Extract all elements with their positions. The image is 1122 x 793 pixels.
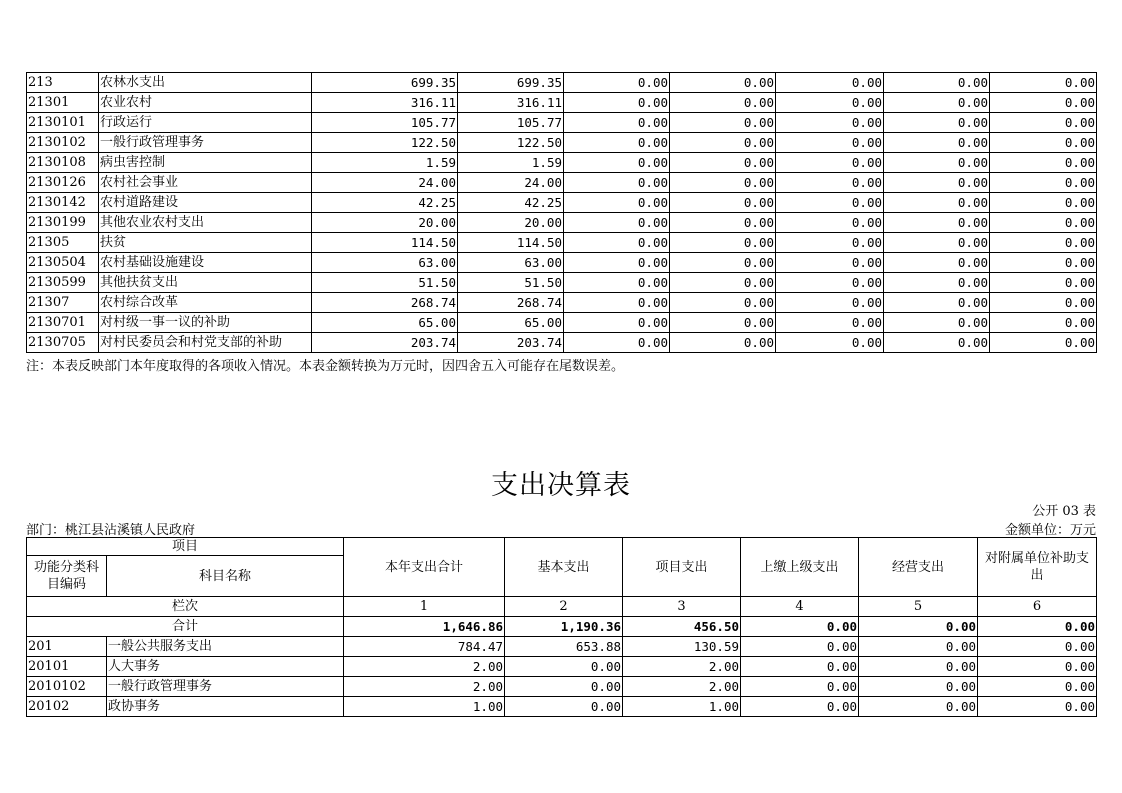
amount-cell: 0.00 [564,313,670,333]
amount-cell: 0.00 [564,93,670,113]
amount-cell: 0.00 [564,153,670,173]
amount-cell: 0.00 [776,93,884,113]
table-row [27,93,1097,113]
amount-cell: 105.77 [458,113,564,133]
table-row [27,173,1097,193]
amount-cell: 0.00 [564,333,670,353]
table-row [27,697,1097,717]
amount-cell: 42.25 [458,193,564,213]
table-row [27,233,1097,253]
column-index-number: 1 [344,597,505,617]
amount-cell: 203.74 [458,333,564,353]
amount-cell: 0.00 [670,333,776,353]
amount-cell: 699.35 [312,73,458,93]
subject-code: 2130108 [27,153,99,173]
column-header-basic: 基本支出 [505,538,623,597]
column-header-remit-superior: 上缴上级支出 [741,538,859,597]
amount-cell: 0.00 [884,73,990,93]
amount-cell: 0.00 [564,233,670,253]
amount-cell: 0.00 [884,253,990,273]
subject-code: 2130504 [27,253,99,273]
column-header-total: 本年支出合计 [344,538,505,597]
column-index-number: 4 [741,597,859,617]
amount-cell: 63.00 [312,253,458,273]
subject-code: 20102 [27,697,107,717]
subject-name: 政协事务 [107,697,344,717]
item-header: 项目 [27,538,344,556]
amount-cell: 130.59 [623,637,741,657]
amount-cell: 784.47 [344,637,505,657]
amount-cell: 122.50 [458,133,564,153]
table-row [27,193,1097,213]
subject-code: 2130705 [27,333,99,353]
amount-cell: 0.00 [564,213,670,233]
amount-cell: 0.00 [990,93,1097,113]
subject-name: 其他农业农村支出 [99,213,312,233]
amount-cell: 0.00 [990,293,1097,313]
amount-cell: 0.00 [859,677,978,697]
column-header-subsidiary-subsidy: 对附属单位补助支出 [978,538,1097,597]
amount-cell: 0.00 [741,637,859,657]
amount-cell: 0.00 [776,293,884,313]
amount-unit-label: 金额单位：万元 [1004,523,1096,538]
amount-cell: 0.00 [859,657,978,677]
total-amount: 1,646.86 [344,617,505,637]
subject-name: 扶贫 [99,233,312,253]
table-row [27,113,1097,133]
table-row [27,133,1097,153]
income-expense-continuation-table [26,72,1097,353]
subject-name: 农村综合改革 [99,293,312,313]
amount-cell: 0.00 [884,193,990,213]
amount-cell: 0.00 [990,113,1097,133]
amount-cell: 20.00 [458,213,564,233]
amount-cell: 0.00 [776,173,884,193]
amount-cell: 0.00 [990,213,1097,233]
amount-cell: 24.00 [458,173,564,193]
column-index-number: 3 [623,597,741,617]
amount-cell: 2.00 [623,657,741,677]
table-number: 公开 03 表 [1032,504,1096,519]
total-label: 合计 [27,617,344,637]
amount-cell: 65.00 [458,313,564,333]
amount-cell: 0.00 [990,133,1097,153]
subject-name: 农林水支出 [99,73,312,93]
amount-cell: 0.00 [884,133,990,153]
amount-cell: 0.00 [505,657,623,677]
amount-cell: 0.00 [776,113,884,133]
amount-cell: 0.00 [670,233,776,253]
amount-cell: 24.00 [312,173,458,193]
amount-cell: 0.00 [670,213,776,233]
amount-cell: 0.00 [776,273,884,293]
amount-cell: 2.00 [344,657,505,677]
amount-cell: 0.00 [670,73,776,93]
amount-cell: 51.50 [312,273,458,293]
subject-name: 其他扶贫支出 [99,273,312,293]
amount-cell: 0.00 [564,133,670,153]
amount-cell: 699.35 [458,73,564,93]
table-row [27,253,1097,273]
header-row-1 [27,538,1097,556]
amount-cell: 0.00 [776,73,884,93]
amount-cell: 0.00 [670,313,776,333]
subject-code: 213 [27,73,99,93]
amount-cell: 42.25 [312,193,458,213]
table-row [27,333,1097,353]
amount-cell: 0.00 [884,333,990,353]
amount-cell: 316.11 [312,93,458,113]
subject-name: 农村基础设施建设 [99,253,312,273]
amount-cell: 0.00 [884,93,990,113]
amount-cell: 0.00 [884,293,990,313]
amount-cell: 51.50 [458,273,564,293]
amount-cell: 0.00 [884,313,990,333]
amount-cell: 0.00 [884,273,990,293]
amount-cell: 0.00 [505,697,623,717]
amount-cell: 114.50 [458,233,564,253]
amount-cell: 1.00 [344,697,505,717]
amount-cell: 65.00 [312,313,458,333]
table-row [27,213,1097,233]
amount-cell: 0.00 [564,173,670,193]
amount-cell: 0.00 [990,193,1097,213]
subject-code: 201 [27,637,107,657]
amount-cell: 0.00 [859,637,978,657]
column-index-number: 6 [978,597,1097,617]
amount-cell: 0.00 [505,677,623,697]
amount-cell: 0.00 [978,657,1097,677]
subject-name: 人大事务 [107,657,344,677]
subject-name: 对村级一事一议的补助 [99,313,312,333]
total-amount: 0.00 [978,617,1097,637]
table-row [27,313,1097,333]
subject-code: 21307 [27,293,99,313]
amount-cell: 114.50 [312,233,458,253]
amount-cell: 0.00 [564,273,670,293]
amount-cell: 653.88 [505,637,623,657]
amount-cell: 105.77 [312,113,458,133]
amount-cell: 0.00 [776,153,884,173]
subject-name: 病虫害控制 [99,153,312,173]
amount-cell: 0.00 [978,697,1097,717]
total-amount: 1,190.36 [505,617,623,637]
subject-code: 2130101 [27,113,99,133]
page-title: 支出决算表 [491,470,631,501]
subject-name: 一般行政管理事务 [99,133,312,153]
amount-cell: 0.00 [670,93,776,113]
subject-name: 农村社会事业 [99,173,312,193]
amount-cell: 0.00 [670,273,776,293]
amount-cell: 2.00 [344,677,505,697]
amount-cell: 0.00 [776,313,884,333]
expenditure-final-accounts-table [26,537,1097,717]
amount-cell: 0.00 [776,233,884,253]
amount-cell: 122.50 [312,133,458,153]
amount-cell: 268.74 [312,293,458,313]
amount-cell: 0.00 [564,293,670,313]
amount-cell: 0.00 [741,657,859,677]
amount-cell: 0.00 [978,637,1097,657]
amount-cell: 0.00 [990,233,1097,253]
table-row [27,657,1097,677]
amount-cell: 1.59 [458,153,564,173]
subject-code: 2130199 [27,213,99,233]
amount-cell: 0.00 [670,173,776,193]
total-amount: 0.00 [741,617,859,637]
subject-name: 一般公共服务支出 [107,637,344,657]
table-row [27,153,1097,173]
table-row [27,73,1097,93]
amount-cell: 1.00 [623,697,741,717]
amount-cell: 0.00 [776,193,884,213]
amount-cell: 0.00 [670,193,776,213]
subject-name: 对村民委员会和村党支部的补助 [99,333,312,353]
amount-cell: 0.00 [670,113,776,133]
amount-cell: 268.74 [458,293,564,313]
amount-cell: 0.00 [564,253,670,273]
amount-cell: 0.00 [670,133,776,153]
amount-cell: 316.11 [458,93,564,113]
amount-cell: 0.00 [741,697,859,717]
table-row [27,273,1097,293]
amount-cell: 0.00 [564,113,670,133]
total-row [27,617,1097,637]
column-index-number: 5 [859,597,978,617]
amount-cell: 20.00 [312,213,458,233]
amount-cell: 0.00 [978,677,1097,697]
table-row [27,677,1097,697]
amount-cell: 1.59 [312,153,458,173]
amount-cell: 0.00 [990,153,1097,173]
amount-cell: 0.00 [884,233,990,253]
amount-cell: 63.00 [458,253,564,273]
subject-name: 一般行政管理事务 [107,677,344,697]
amount-cell: 0.00 [990,253,1097,273]
table-row [27,293,1097,313]
subject-code: 21301 [27,93,99,113]
table-row [27,637,1097,657]
amount-cell: 0.00 [670,253,776,273]
subject-code: 2130126 [27,173,99,193]
amount-cell: 0.00 [990,173,1097,193]
amount-cell: 0.00 [564,73,670,93]
subject-name: 农业农村 [99,93,312,113]
table-note: 注：本表反映部门本年度取得的各项收入情况。本表金额转换为万元时，因四舍五入可能存在尾数误差。 [26,359,625,374]
amount-cell: 0.00 [776,253,884,273]
amount-cell: 0.00 [670,293,776,313]
subject-name: 行政运行 [99,113,312,133]
amount-cell: 0.00 [670,153,776,173]
subject-code: 2130701 [27,313,99,333]
name-column-header: 科目名称 [107,556,344,597]
column-header-operating: 经营支出 [859,538,978,597]
amount-cell: 203.74 [312,333,458,353]
amount-cell: 2.00 [623,677,741,697]
subject-code: 20101 [27,657,107,677]
amount-cell: 0.00 [884,153,990,173]
subject-code: 2010102 [27,677,107,697]
subject-code: 21305 [27,233,99,253]
code-column-header: 功能分类科目编码 [27,556,107,597]
amount-cell: 0.00 [859,697,978,717]
subject-code: 2130142 [27,193,99,213]
column-index-row [27,597,1097,617]
amount-cell: 0.00 [776,213,884,233]
amount-cell: 0.00 [990,313,1097,333]
column-index-label: 栏次 [27,597,344,617]
column-header-project: 项目支出 [623,538,741,597]
amount-cell: 0.00 [564,193,670,213]
amount-cell: 0.00 [884,113,990,133]
subject-code: 2130102 [27,133,99,153]
amount-cell: 0.00 [990,333,1097,353]
amount-cell: 0.00 [990,73,1097,93]
subject-code: 2130599 [27,273,99,293]
column-index-number: 2 [505,597,623,617]
amount-cell: 0.00 [884,213,990,233]
amount-cell: 0.00 [990,273,1097,293]
amount-cell: 0.00 [884,173,990,193]
subject-name: 农村道路建设 [99,193,312,213]
total-amount: 456.50 [623,617,741,637]
total-amount: 0.00 [859,617,978,637]
amount-cell: 0.00 [741,677,859,697]
department-label: 部门：桃江县沾溪镇人民政府 [26,523,196,538]
amount-cell: 0.00 [776,333,884,353]
amount-cell: 0.00 [776,133,884,153]
